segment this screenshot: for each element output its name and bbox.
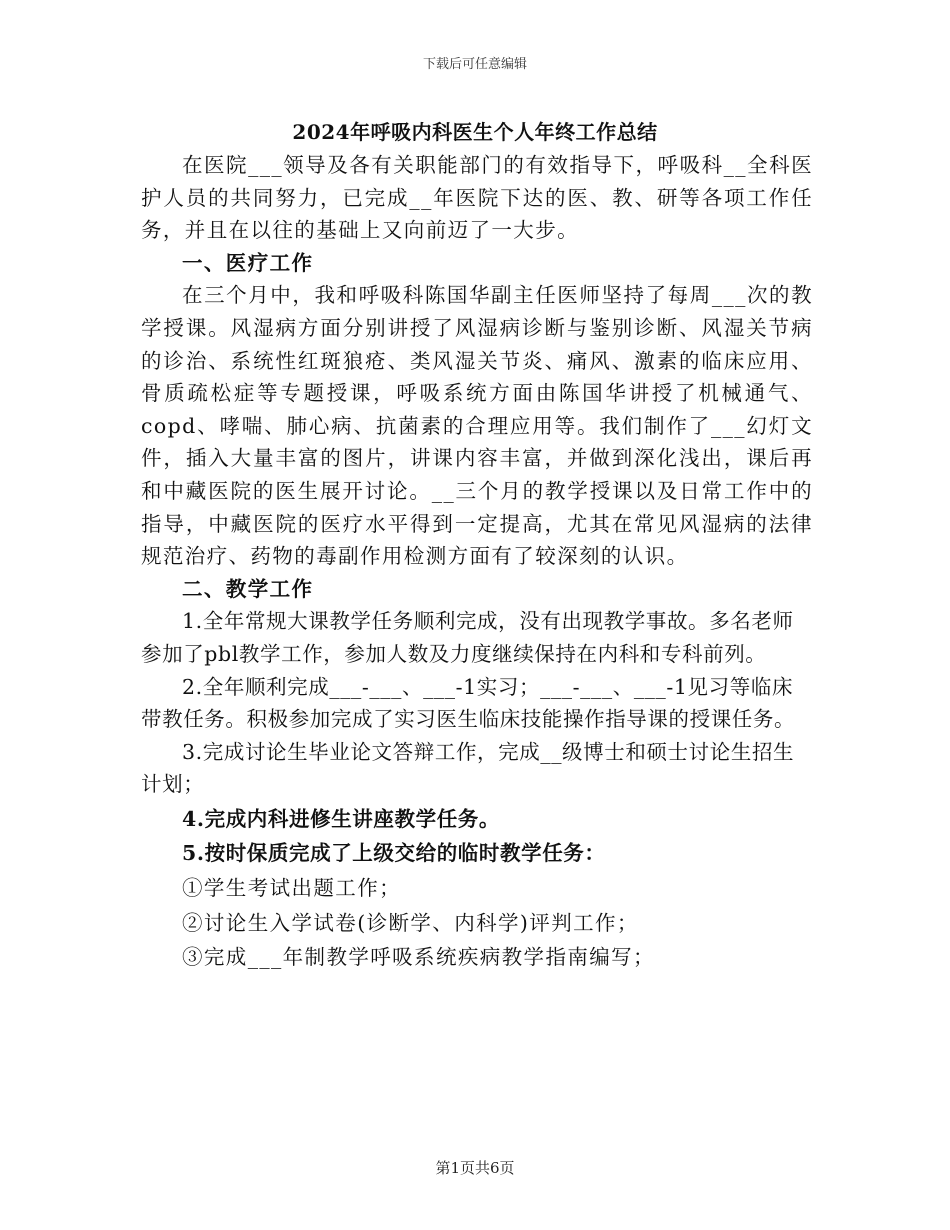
teaching-subitem-1: ①学生考试出题工作； (182, 876, 401, 901)
teaching-item-3: 3.完成讨论生毕业论文答辩工作，完成__级博士和硕士讨论生招生计划； (141, 739, 795, 797)
intro-paragraph: 在医院___领导及各有关职能部门的有效指导下，呼吸科__全科医护人员的共同努力，已完成__年医院下达的医、教、研等各项工作任务，并且在以往的基础上又向前迈了一大步。 (141, 153, 813, 243)
teaching-item-4: 4.完成内科进修生讲座教学任务。 (182, 806, 500, 831)
teaching-item-2: 2.全年顺利完成___-___、___-1实习；___-___、___-1见习等临床带教任务。积极参加完成了实习医生临床技能操作指导课的授课任务。 (141, 674, 796, 732)
page-footer: 第1页共6页 (435, 1159, 515, 1177)
teaching-item-5: 5.按时保质完成了上级交给的临时教学任务： (182, 841, 606, 866)
medical-work-paragraph: 在三个月中，我和呼吸科陈国华副主任医师坚持了每周___次的教学授课。风湿病方面分别讲授了风湿病诊断与鉴别诊断、风湿关节病的诊治、系统性红斑狼疮、类风湿关节炎、痛风、激素的临床应用、骨质疏松症等专题授课，呼吸系统方面由陈国华讲授了机械通气、copd、哮喘、肺心病、抗菌素的合理应用等。我们制作了___幻灯文件，插入大量丰富的图片，讲课内容丰富，并做到深化浅出，课后再和中藏医院的医生展开讨论。__三个月的教学授课以及日常工作中的指导，中藏医院的医疗水平得到一定提高，尤其在常见风湿病的法律规范治疗、药物的毒副作用检测方面有了较深刻的认识。 (141, 283, 813, 569)
document-title: 2024年呼吸内科医生个人年终工作总结 (292, 120, 658, 144)
teaching-subitem-2: ②讨论生入学试卷(诊断学、内科学)评判工作； (182, 910, 639, 935)
section-heading-teaching: 二、教学工作 (182, 576, 314, 601)
header-note: 下载后可任意编辑 (422, 57, 527, 72)
section-heading-medical: 一、医疗工作 (182, 250, 314, 275)
document-body (141, 149, 813, 974)
teaching-subitem-3: ③完成___年制教学呼吸系统疾病教学指南编写； (182, 945, 655, 970)
teaching-item-1: 1.全年常规大课教学任务顺利完成，没有出现教学事故。多名老师参加了pbl教学工作，参加人数及力度继续保持在内科和专科前列。 (141, 609, 794, 666)
